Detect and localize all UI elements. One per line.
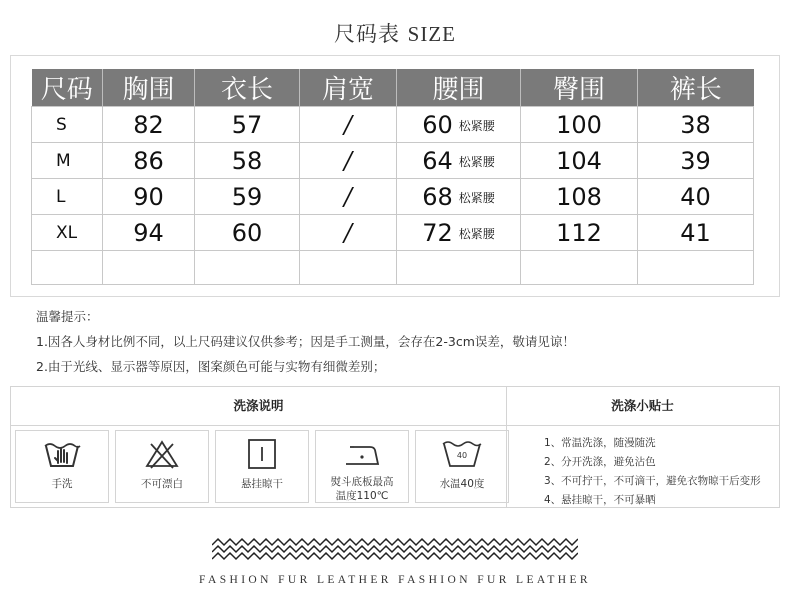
cell-size: XL — [32, 215, 103, 251]
waist-value: 60 — [422, 110, 453, 139]
cell-length: 57 — [195, 107, 300, 143]
cell-size: M — [32, 143, 103, 179]
cell-shoulder: / — [300, 107, 397, 143]
waist-value: 72 — [422, 218, 453, 247]
table-row — [32, 179, 754, 215]
care-label: 水温40度 — [439, 478, 485, 490]
zigzag-line-bottom — [212, 553, 578, 559]
tips-section — [36, 304, 575, 379]
footer-tagline: FASHION FUR LEATHER FASHION FUR LEATHER — [199, 574, 591, 586]
header-waist: 腰围 — [397, 69, 521, 107]
water-temp-badge: 40 — [456, 451, 468, 460]
cell-pants-length: 41 — [638, 215, 754, 251]
waist-value: 68 — [422, 182, 453, 211]
cell-chest: 86 — [103, 143, 195, 179]
care-label: 悬挂晾干 — [241, 478, 283, 490]
no-bleach-icon — [116, 436, 208, 472]
empty-cell — [521, 251, 638, 285]
cell-hip: 108 — [521, 179, 638, 215]
table-row-empty — [32, 251, 754, 285]
cell-chest: 90 — [103, 179, 195, 215]
cell-length: 60 — [195, 215, 300, 251]
care-instructions-title: 洗涤说明 — [233, 398, 284, 413]
hand-wash-icon — [16, 436, 108, 472]
cell-hip: 104 — [521, 143, 638, 179]
cell-hip: 112 — [521, 215, 638, 251]
cell-waist — [397, 179, 521, 215]
size-chart-table — [31, 69, 754, 285]
iron-icon — [316, 436, 408, 472]
cell-waist — [397, 215, 521, 251]
cell-size: S — [32, 107, 103, 143]
list-item: 4、悬挂晾干，不可暴晒 — [544, 494, 656, 506]
tip-line: 1.因各人身材比例不同，以上尺码建议仅供参考；因是手工测量，会存在2-3cm误差，敬请见谅！ — [36, 334, 575, 349]
empty-cell — [300, 251, 397, 285]
care-item-hang-dry — [215, 430, 309, 503]
cell-size: L — [32, 179, 103, 215]
empty-cell — [397, 251, 521, 285]
cell-pants-length: 40 — [638, 179, 754, 215]
cell-shoulder: / — [300, 179, 397, 215]
zigzag-line-top — [212, 539, 578, 545]
wash-tips-title: 洗涤小贴士 — [611, 398, 674, 413]
care-label — [316, 475, 408, 503]
title-cn: 尺码表 — [333, 22, 400, 46]
empty-cell — [32, 251, 103, 285]
list-item: 3、不可拧干，不可滴干，避免衣物晾干后变形 — [544, 475, 761, 487]
empty-cell — [103, 251, 195, 285]
list-item: 1、常温洗涤，随漫随洗 — [544, 437, 656, 449]
cell-shoulder: / — [300, 215, 397, 251]
empty-cell — [638, 251, 754, 285]
hang-dry-icon — [216, 436, 308, 472]
table-row — [32, 215, 754, 251]
care-header-divider — [11, 425, 779, 426]
header-size: 尺码 — [32, 69, 103, 107]
header-shoulder: 肩宽 — [300, 69, 397, 107]
empty-cell — [195, 251, 300, 285]
cell-length: 58 — [195, 143, 300, 179]
care-label-line1: 熨斗底板最高 — [330, 476, 394, 488]
cell-shoulder: / — [300, 143, 397, 179]
care-label-line2: 温度110℃ — [335, 490, 389, 502]
zigzag-line-middle — [212, 546, 578, 552]
care-label: 不可漂白 — [141, 478, 183, 490]
zigzag-divider — [212, 537, 578, 563]
cell-chest: 82 — [103, 107, 195, 143]
list-item: 2、分开洗涤，避免沾色 — [544, 456, 656, 468]
tip-line: 2.由于光线、显示器等原因，图案颜色可能与实物有细微差别； — [36, 359, 386, 374]
waist-note: 松紧腰 — [458, 191, 495, 205]
care-item-water-temp — [415, 430, 509, 503]
care-item-iron — [315, 430, 409, 503]
water-temp-icon — [416, 436, 508, 472]
cell-hip: 100 — [521, 107, 638, 143]
header-pants-length: 裤长 — [638, 69, 754, 107]
cell-waist — [397, 107, 521, 143]
table-row — [32, 143, 754, 179]
table-row — [32, 107, 754, 143]
tips-heading: 温馨提示： — [36, 309, 99, 324]
cell-pants-length: 38 — [638, 107, 754, 143]
waist-note: 松紧腰 — [458, 227, 495, 241]
header-chest: 胸围 — [103, 69, 195, 107]
care-section — [10, 386, 780, 508]
title-en: SIZE — [407, 22, 456, 46]
waist-note: 松紧腰 — [458, 119, 495, 133]
cell-length: 59 — [195, 179, 300, 215]
size-table-header-row — [32, 69, 754, 107]
care-item-hand-wash — [15, 430, 109, 503]
cell-chest: 94 — [103, 215, 195, 251]
header-length: 衣长 — [195, 69, 300, 107]
header-hip: 臀围 — [521, 69, 638, 107]
care-item-no-bleach — [115, 430, 209, 503]
care-label: 手洗 — [51, 478, 73, 490]
cell-pants-length: 39 — [638, 143, 754, 179]
page-title — [0, 18, 790, 48]
waist-note: 松紧腰 — [458, 155, 495, 169]
waist-value: 64 — [422, 146, 453, 175]
cell-waist — [397, 143, 521, 179]
wash-tips-list — [544, 434, 761, 510]
